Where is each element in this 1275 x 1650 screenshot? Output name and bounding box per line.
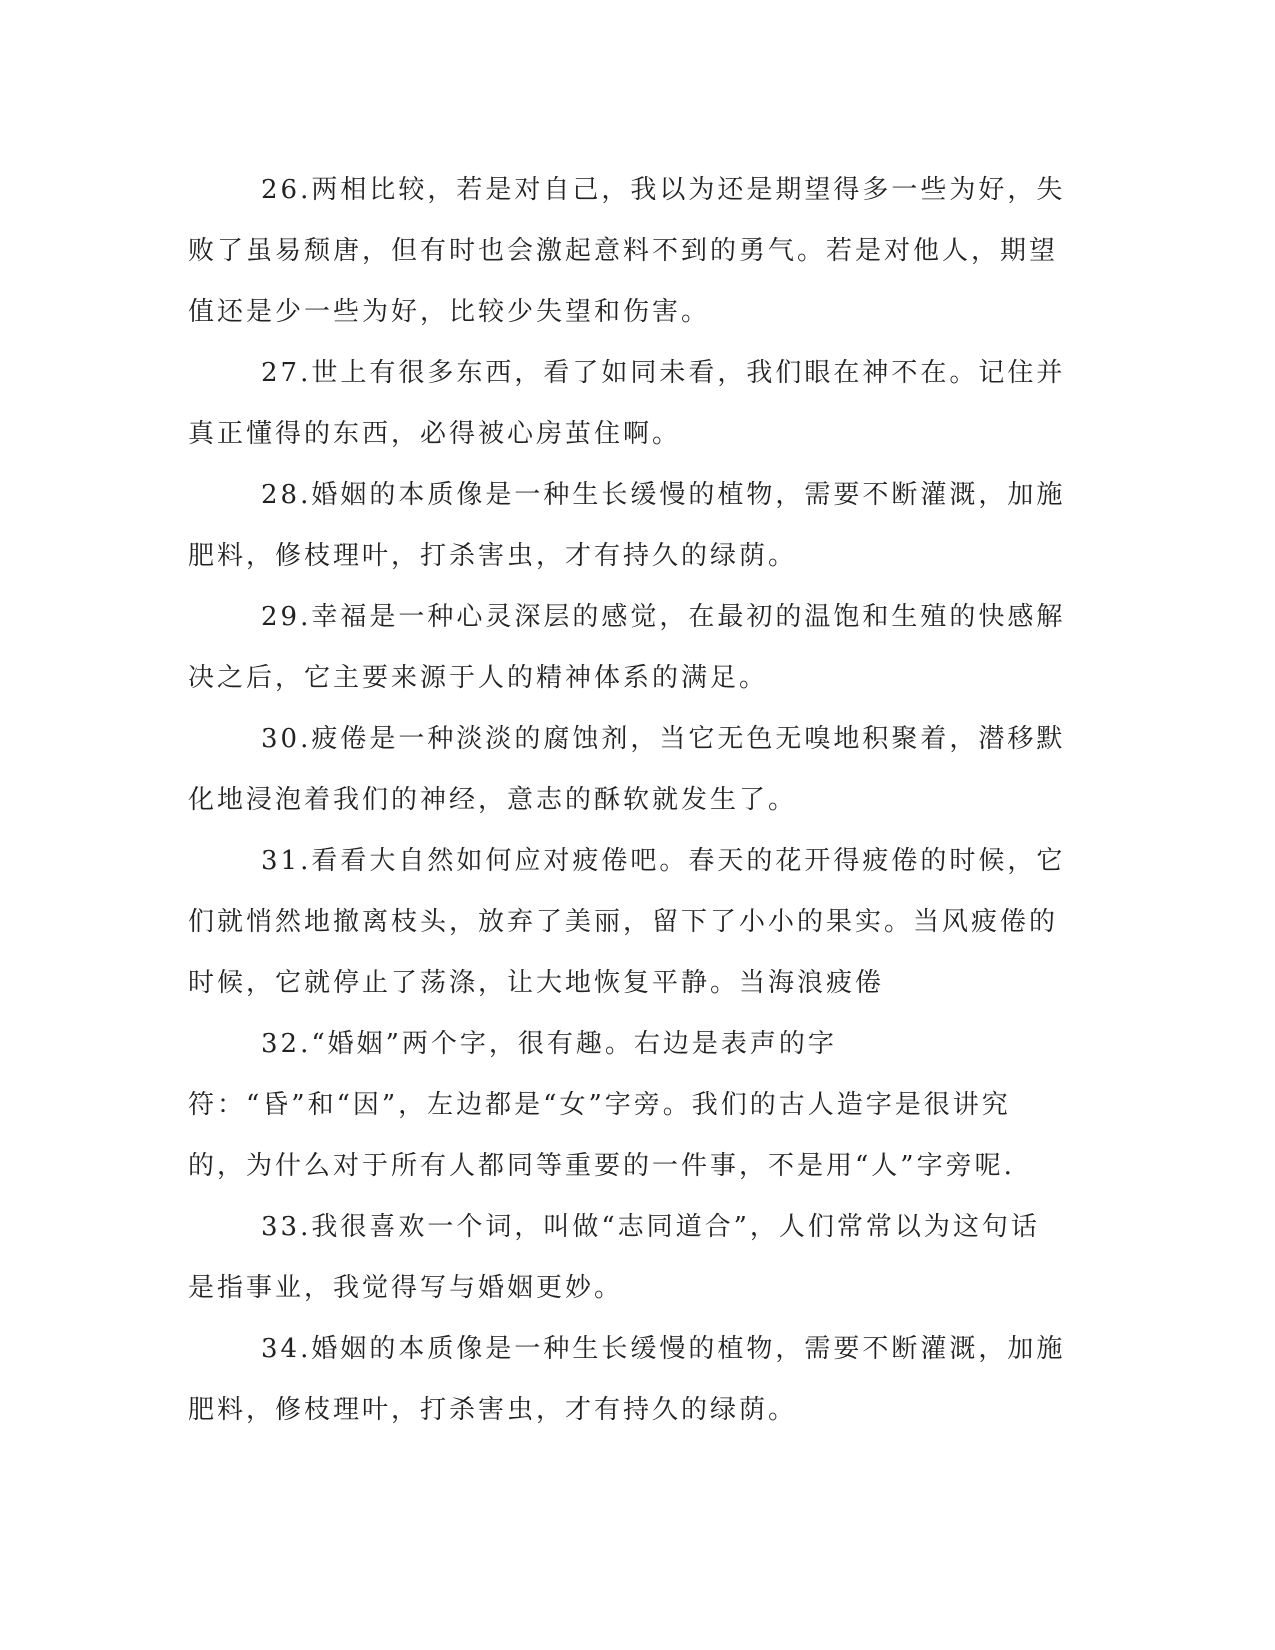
paragraph-29: 29.幸福是一种心灵深层的感觉，在最初的温饱和生殖的快感解决之后，它主要来源于人的精神体系的满足。 bbox=[188, 602, 1066, 693]
document-body bbox=[188, 160, 1068, 1441]
paragraph-27: 27.世上有很多东西，看了如同未看，我们眼在神不在。记住并真正懂得的东西，必得被心房茧住啊。 bbox=[188, 358, 1066, 449]
paragraph-31: 31.看看大自然如何应对疲倦吧。春天的花开得疲倦的时候，它们就悄然地撤离枝头，放弃了美丽，留下了小小的果实。当风疲倦的时候，它就停止了荡涤，让大地恢复平静。当海浪疲倦 bbox=[188, 846, 1066, 998]
paragraph-28: 28.婚姻的本质像是一种生长缓慢的植物，需要不断灌溉，加施肥料，修枝理叶，打杀害虫，才有持久的绿荫。 bbox=[188, 480, 1066, 571]
paragraph-26: 26.两相比较，若是对自己，我以为还是期望得多一些为好，失败了虽易颓唐，但有时也会激起意料不到的勇气。若是对他人，期望值还是少一些为好，比较少失望和伤害。 bbox=[188, 175, 1066, 327]
paragraph-32: 32.“婚姻”两个字，很有趣。右边是表声的字符：“昏”和“因”，左边都是“女”字旁。我们的古人造字是很讲究的，为什么对于所有人都同等重要的一件事，不是用“人”字旁呢. bbox=[188, 1029, 1015, 1181]
paragraph-33: 33.我很喜欢一个词，叫做“志同道合”，人们常常以为这句话是指事业，我觉得写与婚姻更妙。 bbox=[188, 1212, 1040, 1303]
paragraph-34: 34.婚姻的本质像是一种生长缓慢的植物，需要不断灌溉，加施肥料，修枝理叶，打杀害虫，才有持久的绿荫。 bbox=[188, 1334, 1066, 1425]
paragraph-30: 30.疲倦是一种淡淡的腐蚀剂，当它无色无嗅地积聚着，潜移默化地浸泡着我们的神经，意志的酥软就发生了。 bbox=[188, 724, 1066, 815]
